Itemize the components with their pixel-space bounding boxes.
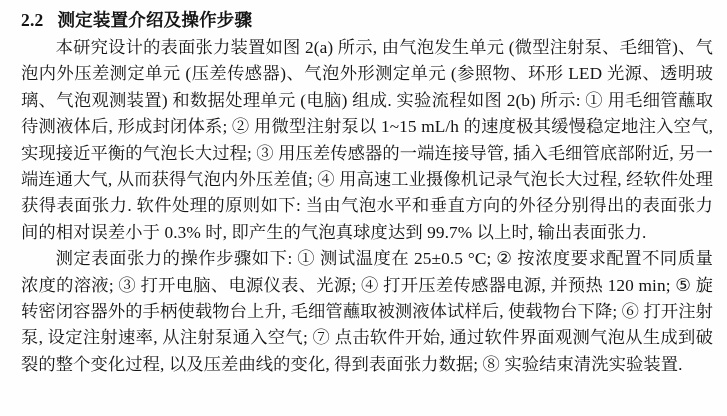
paragraph-operation-steps: 测定表面张力的操作步骤如下: ① 测试温度在 25±0.5 °C; ② 按浓度要求配置不同质量浓度的溶液; ③ 打开电脑、电源仪表、光源; ④ 打开压差传感器电源, 并预热 120 min; ⑤ 旋转密闭容器外的手柄使载物台上升, 毛细管蘸取被测液体试样后, 使载物台下降; ⑥ 打开注射泵, 设定注射速率, 从注射泵通入空气; ⑦ 点击软件开始, 通过软件界面观测气泡从生成到破裂的整个变化过程, 以及压差曲线的变化, 得到表面张力数据; ⑧ 实验结束清洗实验装置. [21, 249, 713, 374]
section-title: 测定装置介绍及操作步骤 [57, 10, 253, 30]
section-number: 2.2 [21, 10, 44, 30]
paragraph-apparatus-description: 本研究设计的表面张力装置如图 2(a) 所示, 由气泡发生单元 (微型注射泵、毛细管)、气泡内外压差测定单元 (压差传感器)、气泡外形测定单元 (参照物、环形 LED 光源、透明玻璃、气泡观测装置) 和数据处理单元 (电脑) 组成. 实验流程如图 2(b) 所示: ① 用毛细管蘸取待测液体后, 形成封闭体系; ② 用微型注射泵以 1~15 mL/h 的速度极其缓慢稳定地注入空气, 实现接近平衡的气泡长大过程; ③ 用压差传感器的一端连接导管, 插入毛细管底部附近, 另一端连通大气, 从而获得气泡内外压差值; ④ 用高速工业摄像机记录气泡长大过程, 经软件处理获得表面张力. 软件处理的原则如下: 当由气泡水平和垂直方向的外径分别得出的表面张力间的相对误差小于 0.3% 时, 即产生的气泡真球度达到 99.7% 以上时, 输出表面张力. [21, 38, 713, 242]
section-heading [21, 8, 713, 32]
